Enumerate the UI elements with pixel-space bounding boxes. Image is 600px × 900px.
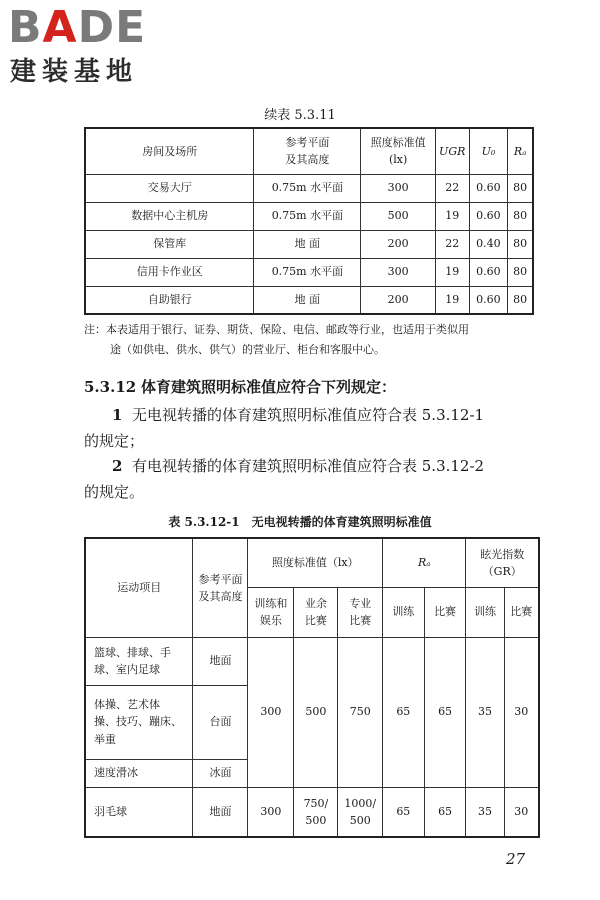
plane-cell: 地面 <box>193 637 248 685</box>
table-row <box>85 258 533 286</box>
cell: 地 面 <box>254 286 361 314</box>
cell: 80 <box>508 174 533 202</box>
header-room: 房间及场所 <box>85 128 254 174</box>
table-row <box>85 202 533 230</box>
table1-note <box>84 320 544 360</box>
subheader-gr-training: 训练 <box>466 587 504 637</box>
note-line-1: 注：本表适用于银行、证券、期货、保险、电信、邮政等行业，也适用于类似用 <box>84 323 469 336</box>
item-1-continuation: 的规定； <box>84 432 145 450</box>
item-2-text: 有电视转播的体育建筑照明标准值应符合表 5.3.12-2 <box>131 457 485 475</box>
table-header-row <box>85 128 533 174</box>
value-cell: 750/ 500 <box>294 787 338 837</box>
cell: 300 <box>361 174 435 202</box>
header-ra: Rₐ <box>508 128 533 174</box>
table1-caption: 续表 5.3.11 <box>264 108 336 123</box>
item-2-continuation: 的规定。 <box>84 483 145 501</box>
sports-lighting-table-5-3-12-1 <box>84 537 540 838</box>
value-cell: 65 <box>424 787 466 837</box>
cell: 0.60 <box>469 174 508 202</box>
note-line-2: 途（如供电、供水、供气）的营业厅、柜台和客服中心。 <box>110 343 385 356</box>
table-row <box>85 787 539 837</box>
cell: 80 <box>508 230 533 258</box>
item-2 <box>112 456 484 476</box>
clause-text: 体育建筑照明标准值应符合下列规定： <box>140 378 396 396</box>
subheader-gr-match: 比赛 <box>504 587 539 637</box>
plane-cell: 冰面 <box>193 759 248 787</box>
cell: 200 <box>361 286 435 314</box>
clause-number: 5.3.12 <box>84 378 137 396</box>
cell: 19 <box>435 258 469 286</box>
merged-value: 300 <box>248 637 294 787</box>
sport-cell: 篮球、排球、手 球、室内足球 <box>85 637 193 685</box>
table-row <box>85 286 533 314</box>
cell: 19 <box>435 202 469 230</box>
cell: 保管库 <box>85 230 254 258</box>
header-illuminance: 照度标准值（lx） <box>248 538 382 587</box>
clause-5-3-12 <box>84 377 396 397</box>
bade-logo <box>8 4 178 96</box>
page-number: 27 <box>506 850 526 868</box>
subheader-professional: 专业 比赛 <box>338 587 382 637</box>
value-cell: 300 <box>248 787 294 837</box>
sport-cell: 羽毛球 <box>85 787 193 837</box>
table2-caption: 表 5.3.12-1 无电视转播的体育建筑照明标准值 <box>168 515 432 529</box>
cell: 80 <box>508 202 533 230</box>
table-row <box>85 230 533 258</box>
logo-wordmark: BADE <box>8 2 147 53</box>
cell: 地 面 <box>254 230 361 258</box>
cell: 自助银行 <box>85 286 254 314</box>
cell: 0.75m 水平面 <box>254 258 361 286</box>
subheader-ra-training: 训练 <box>382 587 424 637</box>
subheader-amateur: 业余 比赛 <box>294 587 338 637</box>
header-sport: 运动项目 <box>85 538 193 637</box>
item-1-text: 无电视转播的体育建筑照明标准值应符合表 5.3.12-1 <box>131 406 485 424</box>
plane-cell: 地面 <box>193 787 248 837</box>
header-glare: 眩光指数 （GR） <box>466 538 539 587</box>
merged-value: 500 <box>294 637 338 787</box>
cell: 80 <box>508 258 533 286</box>
cell: 22 <box>435 174 469 202</box>
cell: 数据中心主机房 <box>85 202 254 230</box>
merged-value: 65 <box>424 637 466 787</box>
merged-value: 750 <box>338 637 382 787</box>
cell: 0.40 <box>469 230 508 258</box>
lighting-table-5-3-11 <box>84 127 534 315</box>
header-plane: 参考平面 及其高度 <box>254 128 361 174</box>
subheader-ra-match: 比赛 <box>424 587 466 637</box>
value-cell: 65 <box>382 787 424 837</box>
logo-subtitle: 建装基地 <box>10 57 139 87</box>
cell: 500 <box>361 202 435 230</box>
cell: 19 <box>435 286 469 314</box>
sport-cell: 速度滑冰 <box>85 759 193 787</box>
plane-cell: 台面 <box>193 685 248 759</box>
table-header-row <box>85 538 539 587</box>
cell: 0.75m 水平面 <box>254 174 361 202</box>
merged-value: 35 <box>466 637 504 787</box>
cell: 0.60 <box>469 202 508 230</box>
cell: 80 <box>508 286 533 314</box>
item-1 <box>112 405 484 425</box>
merged-value: 30 <box>504 637 539 787</box>
table-row <box>85 637 539 685</box>
sport-cell: 体操、艺术体 操、技巧、蹦床、 举重 <box>85 685 193 759</box>
value-cell: 30 <box>504 787 539 837</box>
cell: 信用卡作业区 <box>85 258 254 286</box>
value-cell: 1000/ 500 <box>338 787 382 837</box>
cell: 0.60 <box>469 258 508 286</box>
header-u0: U₀ <box>469 128 508 174</box>
item-2-number: 2 <box>112 457 123 475</box>
value-cell: 35 <box>466 787 504 837</box>
cell: 0.60 <box>469 286 508 314</box>
subheader-training-leisure: 训练和 娱乐 <box>248 587 294 637</box>
cell: 200 <box>361 230 435 258</box>
item-1-number: 1 <box>112 406 123 424</box>
cell: 0.75m 水平面 <box>254 202 361 230</box>
header-plane: 参考平面 及其高度 <box>193 538 248 637</box>
cell: 22 <box>435 230 469 258</box>
cell: 300 <box>361 258 435 286</box>
header-ra: Rₐ <box>382 538 466 587</box>
table-row <box>85 174 533 202</box>
cell: 交易大厅 <box>85 174 254 202</box>
header-illuminance: 照度标准值 (lx) <box>361 128 435 174</box>
header-ugr: UGR <box>435 128 469 174</box>
merged-value: 65 <box>382 637 424 787</box>
